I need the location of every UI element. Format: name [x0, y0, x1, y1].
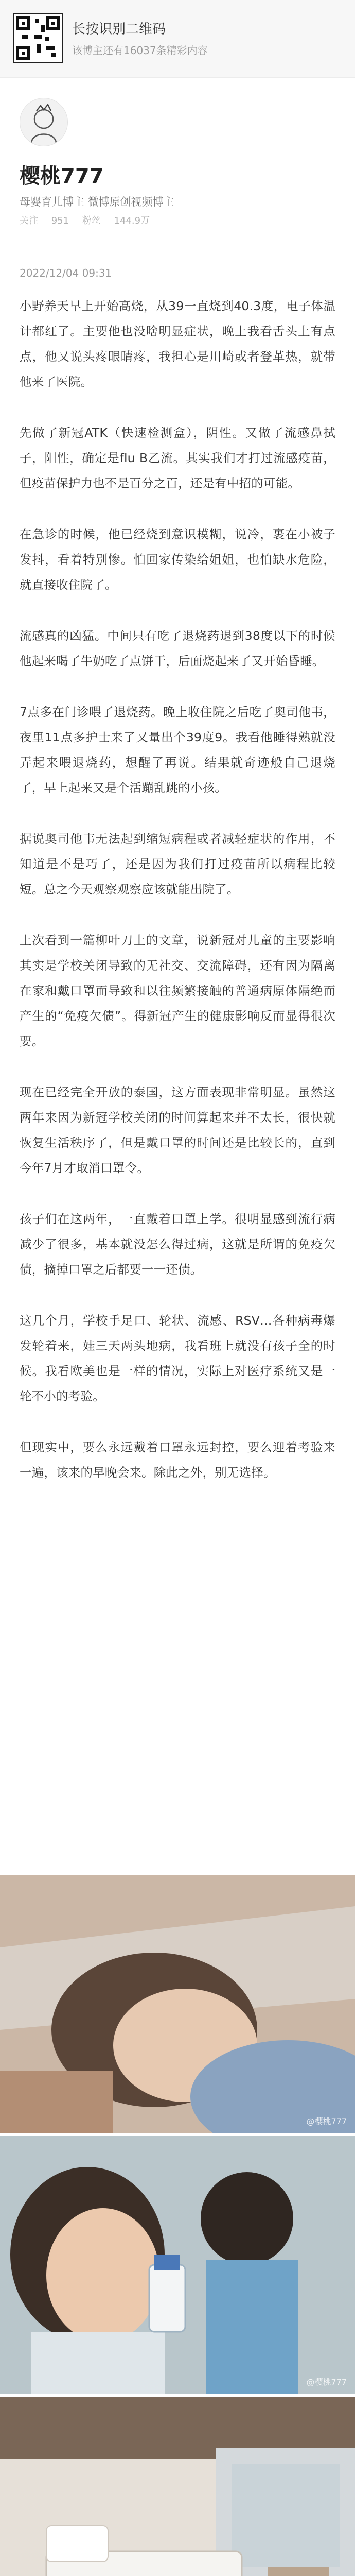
paragraph: 上次看到一篇柳叶刀上的文章，说新冠对儿童的主要影响其实是学校关闭导致的无社交、交流障碍，还有因为隔离在家和戴口罩而导致和以往频繁接触的普通病原体隔绝而产生的“免疫欠债”。得新冠产生的健康影响反而显得很次要。: [20, 933, 335, 1048]
paragraph: 这几个月，学校手足口、轮状、流感、RSV…各种病毒爆发轮着来，娃三天两头地病，我看班上就没有孩子全的时候。我看欧美也是一样的情况，实际上对医疗系统又是一轮不小的考验。: [20, 1313, 335, 1403]
fans-count: 144.9万: [114, 215, 150, 226]
photo-child-medicine[interactable]: [0, 2136, 355, 2394]
avatar[interactable]: [20, 98, 68, 146]
banner-title: 长按识别二维码: [72, 22, 166, 37]
post-date: 2022/12/04 09:31: [20, 267, 112, 279]
image-watermark: @樱桃777: [306, 2377, 347, 2387]
qr-banner: [0, 0, 355, 78]
post-body: [20, 294, 335, 1511]
image-watermark: @樱桃777: [306, 2116, 347, 2126]
paragraph: 7点多在门诊喂了退烧药。晚上收住院之后吃了奥司他韦，夜里11点多护士来了又量出个39度9。我看他睡得熟就没弄起来喂退烧药，想醒了再说。结果就奇迹般自己退烧了，早上起来又是个活蹦乱跳的小孩。: [20, 705, 335, 795]
paragraph: 但现实中，要么永远戴着口罩永远封控，要么迎着考验来一遍，该来的早晚会来。除此之外，别无选择。: [20, 1440, 335, 1480]
paragraph: 孩子们在这两年，一直戴着口罩上学。很明显感到流行病减少了很多，基本就没怎么得过病，这就是所谓的免疫欠债，摘掉口罩之后都要一一还债。: [20, 1212, 335, 1277]
nickname[interactable]: 樱桃777: [20, 164, 104, 188]
banner-subtitle: 该博主还有16037条精彩内容: [72, 44, 208, 57]
paragraph: 在急诊的时候，他已经烧到意识模糊，说冷，裹在小被子发抖，看着特别惨。怕回家传染给姐姐，也怕缺水危险，就直接收住院了。: [20, 527, 335, 592]
photo-child-sleeping[interactable]: [0, 1875, 355, 2133]
paragraph: 现在已经完全开放的泰国，这方面表现非常明显。虽然这两年来因为新冠学校关闭的时间算起来并不太长，很快就恢复生活秩序了，但是戴口罩的时间还是比较长的，直到今年7月才取消口罩令。: [20, 1085, 335, 1175]
paragraph: 流感真的凶猛。中间只有吃了退烧药退到38度以下的时候他起来喝了牛奶吃了点饼干，后面烧起来了又开始昏睡。: [20, 629, 335, 668]
paragraph: 先做了新冠ATK（快速检测盒），阴性。又做了流感鼻拭子，阳性，确定是flu B乙流。其实我们才打过流感疫苗，但疫苗保护力也不是百分之百，还是有中招的可能。: [20, 426, 335, 490]
paragraph: 据说奥司他韦无法起到缩短病程或者减轻症状的作用，不知道是不是巧了，还是因为我们打过疫苗所以病程比较短。总之今天观察观察应该就能出院了。: [20, 832, 335, 896]
bio: 母婴育儿博主 微博原创视频博主: [20, 196, 174, 208]
fans-label: 粉丝: [82, 215, 101, 226]
photo-hospital-room[interactable]: [0, 2397, 355, 2576]
paragraph: 小野养天早上开始高烧，从39一直烧到40.3度，电子体温计都红了。主要他也没啥明显症状，晚上我看舌头上有点点，他又说头疼眼睛疼，我担心是川崎或者登革热，就带他来了医院。: [20, 299, 335, 389]
follow-label: 关注: [20, 215, 38, 226]
follow-count: 951: [51, 215, 69, 226]
profile-stats: [20, 213, 160, 227]
profile-section: [0, 77, 355, 252]
qr-code[interactable]: [13, 13, 63, 63]
